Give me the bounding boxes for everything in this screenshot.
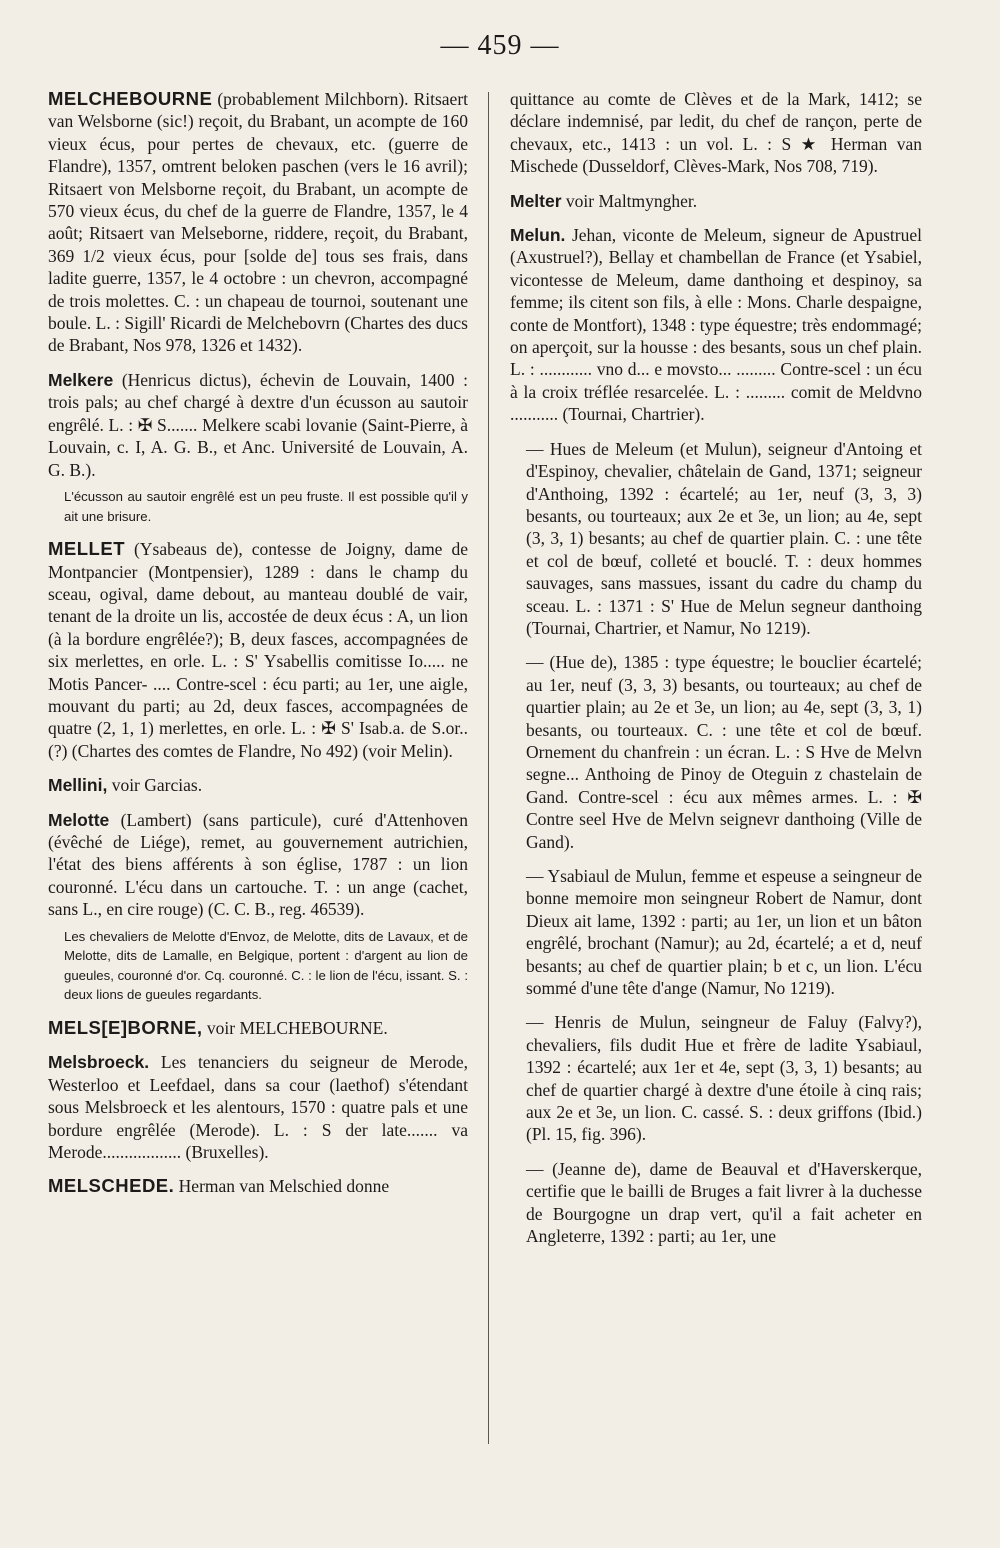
entry-text: voir Garcias. [111,775,203,796]
entry-melter [510,190,922,212]
entry-heading: Mellini, [48,775,108,796]
left-column [48,88,468,1210]
entry-text: — Ysabiaul de Mulun, femme et espeuse a seingneur de bonne memoire mon seingneur Robert de Namur, dont Dieux ait lame, 1392 : parti; au 1er, un lion et un bâton engrêlé, brochant (Namur); au 2d, écartelé; a et d, neuf besants; au chef de quartier plain; b et c, un lion. L'écu sommé d'une tête d'ange (Namur, No 1219). [526,866,922,999]
entry-text: — Hues de Meleum (et Mulun), seigneur d'Antoing et d'Espinoy, chevalier, châtelain de Gand, 1371; seigneur d'Anthoing, 1392 : écartelé; au 1er, neuf (3, 3, 3) besants, ou tourteaux; aux 2e et 3e, un lion; au 4e, sept (3, 3, 1) besants; au chef de quartier plain. C. : une tête et col de bœuf, colleté et bouclé. T. : deux hommes sauvages, sans massues, issant du cadre du champ du sceau. L. : 1371 : S' Hue de Melun segneur danthoing (Tournai, Chartrier, et Namur, No 1219). [526,438,922,638]
entry-melsbroeck [48,1051,468,1163]
entry-text: Herman van Melschied donne [178,1176,390,1197]
entry-melseborne [48,1017,468,1039]
entry-melotte [48,809,468,921]
entry-melun [510,224,922,426]
entry-melschede [48,1175,468,1197]
entry-text: Les tenanciers du seigneur de Merode, Westerloo et Leefdael, dans sa cour (laethof) s'étendant sous Melsbroeck et les alentours, 1570 : quatre pals et une bordure engrêlée (Merode). L. : S der late....... va Merode.................. (Bruxelles). [48,1052,468,1162]
entry-heading: MELCHEBOURNE [48,88,213,109]
entry-melkere [48,369,468,481]
entry-hues-de-meleum [510,438,922,640]
entry-jeanne-de [510,1158,922,1248]
entry-text: voir MELCHEBOURNE. [206,1017,388,1038]
entry-note: Les chevaliers de Melotte d'Envoz, de Melotte, dits de Lavaux, et de Melotte, dits de Lamalle, en Belgique, portent : d'argent au lion de gueules, couronné d'or. Cq. couronné. C. : le lion de l'écu, issant. S. : deux lions de gueules regardants. [64,928,468,1003]
entry-heading: Melter [510,190,562,211]
entry-text: — (Jeanne de), dame de Beauval et d'Haverskerque, certifie que le bailli de Bruges a fait livrer à la duchesse de Bourgogne un drap vert, qu'il a fait acheter en Angleterre, 1392 : parti; au 1er, une [526,1158,922,1247]
entry-melchebourne [48,88,468,357]
entry-heading: MELS[E]BORNE, [48,1016,203,1038]
entry-note: L'écusson au sautoir engrêlé est un peu fruste. Il est possible qu'il y ait une brisure. [64,488,468,524]
entry-text: Jehan, viconte de Meleum, signeur de Apustruel (Axustruel?), Bellay et chambellan de France (et Ysabiel, vicontesse de Meleum, dame danthoing et despinoy, sa femme; ils citent son fils, à elle : Mons. Charle despaigne, conte de Montfort), 1348 : type équestre; très endommagé; on aperçoit, sur la housse : des besants, sous un chef plain. L. : ............ vno d... e movsto... ......... Contre-scel : un écu à la croix tréflée resarcelée. L. : ......... comit de Meldvno ........... (Tournai, Chartrier). [510,225,923,425]
entry-text: (Henricus dictus), échevin de Louvain, 1400 : trois pals; au chef chargé à dextre d'un écusson au sautoir engrêlé. L. : ✠ S....... Melkere scabi lovanie (Saint-Pierre, à Louvain, c. I, A. G. B., et Anc. Université de Louvain, A. G. B.). [48,369,469,480]
entry-heading: Melotte [48,809,110,830]
entry-mellini [48,774,468,796]
entry-text: (Lambert) (sans particule), curé d'Attenhoven (évêché de Liége), remet, au gouvernement autrichien, l'état des biens afférents à son église, 1787 : un lion couronné. L'écu dans un cartouche. T. : un ange (cachet, sans L., en cire rouge) (C. C. B., reg. 46539). [48,809,468,920]
entry-text: (Ysabeaus de), contesse de Joigny, dame de Montpancier (Montpensier), 1289 : dans le champ du sceau, ogival, dame debout, au manteau doublé de vair, tenant de la droite un lis, accostée de deux écus : A, un lion (à la bordure engrêlée?); B, deux fasces, accompagnées de six merlettes, en orle. L. : S' Ysabellis comitisse Io..... ne Motis Pancer- .... Contre-scel : écu parti; au 1er, une aigle, mouvant du parti; au 2d, deux fasces, accompagnées de quatre (2, 1, 1) merlettes, en orle. L. : ✠ S' Isab.a. de S.or.. (?) (Chartes des comtes de Flandre, No 492) (voir Melin). [48,539,468,761]
entry-henris-de-mulun [510,1011,922,1145]
column-divider [488,92,489,1444]
entry-text: — (Hue de), 1385 : type équestre; le bouclier écartelé; au 1er, neuf (3, 3, 3) besants, ou tourteaux; au chef de quartier plain; au 2e et 3e, un lion; au 4e, sept (3, 3, 1) besants, ou tourteaux. C. : une tête et col de bœuf. Ornement du chanfrein : un écran. L. : S Hve de Melvn segne... Anthoing de Pinoy de Oteguin z chastelain de Gand. Contre-scel : écu aux mêmes armes. L. : ✠ Contre seel Hve de Melvn seignevr danthoing (Ville de Gand). [526,652,922,852]
page-number: — 459 — [440,30,560,61]
entry-text: quittance au comte de Clèves et de la Mark, 1412; se déclare indemnisé, par ledit, du chef de rançon, perte de chevaux, etc., 1413 : un vol. L. : S ★ Herman van Mischede (Dusseldorf, Clèves-Mark, Nos 708, 719). [510,89,922,177]
entry-hue-de-1385 [510,651,922,853]
entry-heading: MELSCHEDE. [48,1175,175,1197]
entry-heading: Melkere [48,369,114,390]
entry-melschede-continued [510,88,922,178]
entry-ysabiaul-de-mulun [510,865,922,999]
right-column [510,88,922,1260]
entry-text: — Henris de Mulun, seingneur de Faluy (Falvy?), chevaliers, fils dudit Hue et frère de ladite Ysabiaul, 1392 : écartelé; aux 1er et 4e, sept (3, 3, 1) besants; au chef de quartier chargé à dextre d'une étoile à cinq rais; aux 2e et 3e, un lion. C. cassé. S. : deux griffons (Ibid.) (Pl. 15, fig. 396). [526,1012,922,1145]
entry-text: (probablement Milchborn). Ritsaert van Welsborne (sic!) reçoit, du Brabant, un acompte de 160 vieux écus, pour pertes de chevaux, etc. (guerre de Flandre), 1357, omtrent beloken paschen (vers le 16 avril); Ritsaert von Melsborne reçoit, du Brabant, un acompte de 570 vieux écus, du chef de la guerre de Flandre, 1357, le 4 août; Ritsaert van Melseborne, riddere, reçoit, du Brabant, 369 1/2 vieux écus, pour [solde de] tous ses frais, dans ladite guerre, 1357, le 4 octobre : un chevron, accompagné de trois molettes. C. : un chapeau de tournoi, soutenant une boule. L. : Sigill' Ricardi de Melchebovrn (Chartes des ducs de Brabant, Nos 978, 1326 et 1432). [48,89,469,356]
entry-heading: Melsbroeck. [48,1052,150,1073]
entry-heading: Melun. [510,225,566,246]
entry-mellet [48,538,468,762]
entry-heading: MELLET [48,538,125,560]
entry-text: voir Maltmyngher. [565,190,698,211]
